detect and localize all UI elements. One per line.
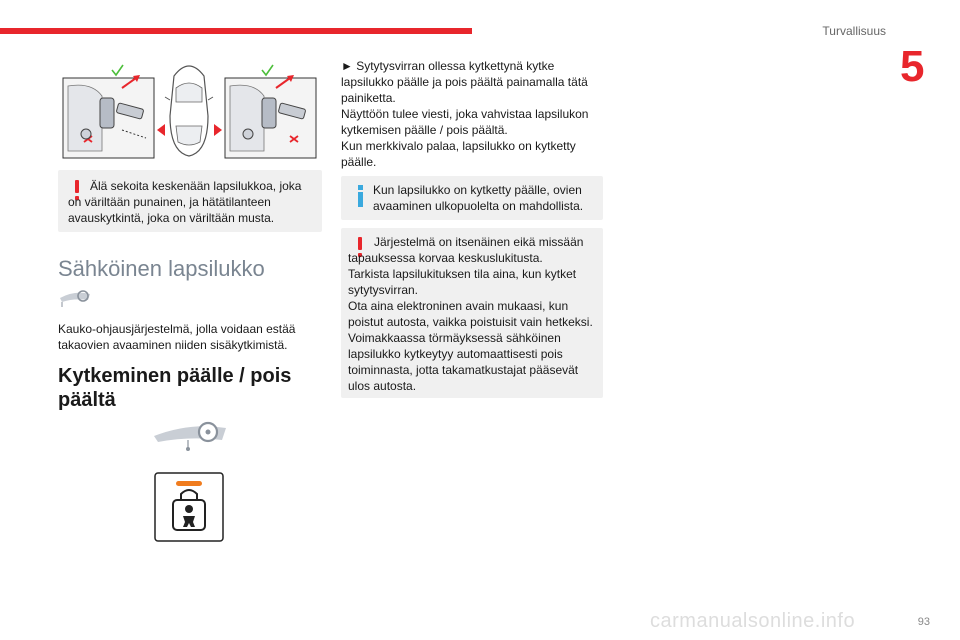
warning-1-text: Älä sekoita keskenään lapsilukkoa, joka on väriltään punainen, ja hätätilanteen avauskytkintä, joka on väriltään musta. — [68, 179, 302, 225]
instruction-indicator: Kun merkkivalo palaa, lapsilukko on kytketty päälle. — [341, 139, 576, 169]
intro-text: Kauko-ohjausjärjestelmä, jolla voidaan estää takaovien avaaminen niiden sisäkytkimistä. — [58, 322, 296, 352]
section-title: Turvallisuus — [822, 24, 886, 38]
subheading: Kytkeminen päälle / pois päältä — [58, 365, 292, 411]
warning-2-line-4: Voimakkaassa törmäyksessä sähköinen lapsilukko kytkeytyy automaattisesti pois toiminnasta, jotta takamatkustajat pääsevät ulos autosta. — [348, 331, 579, 393]
warning-box-2 — [341, 228, 603, 398]
info-box — [341, 176, 603, 220]
page-number: 93 — [917, 616, 930, 628]
header-accent-bar — [0, 28, 472, 34]
instruction-message: Näyttöön tulee viesti, joka vahvistaa lapsilukon kytkemisen päälle / pois päältä. — [341, 107, 589, 137]
chapter-number: 5 — [900, 42, 925, 91]
warning-box-1 — [58, 170, 322, 232]
car-top-view-icon — [165, 66, 213, 156]
instruction-text — [341, 58, 603, 170]
steering-wheel-icon — [58, 288, 92, 308]
child-lock-button-icon — [154, 472, 224, 542]
watermark: carmanualsonline.info — [650, 610, 856, 632]
dashboard-steering-icon — [150, 420, 230, 452]
warning-2-text — [348, 234, 600, 394]
section-heading: Sähköinen lapsilukko — [58, 256, 265, 281]
warning-2-line-1: Järjestelmä on itsenäinen eikä missään tapauksessa korvaa keskuslukitusta. — [348, 235, 584, 265]
door-illustration — [62, 56, 317, 160]
info-icon — [357, 185, 363, 207]
info-text: Kun lapsilukko on kytketty päälle, ovien avaaminen ulkopuolelta on mahdollista. — [373, 183, 584, 213]
door-diagram — [62, 56, 317, 160]
warning-2-line-2: Tarkista lapsilukituksen tila aina, kun kytket sytytysvirran. — [348, 267, 577, 297]
instruction-step: ► Sytytysvirran ollessa kytkettynä kytke lapsilukko päälle ja pois päältä painamalla tätä painiketta. — [341, 59, 588, 105]
warning-2-line-3: Ota aina elektroninen avain mukaasi, kun poistut autosta, vaikka poistuisit vain hetkeksi. — [348, 299, 593, 329]
